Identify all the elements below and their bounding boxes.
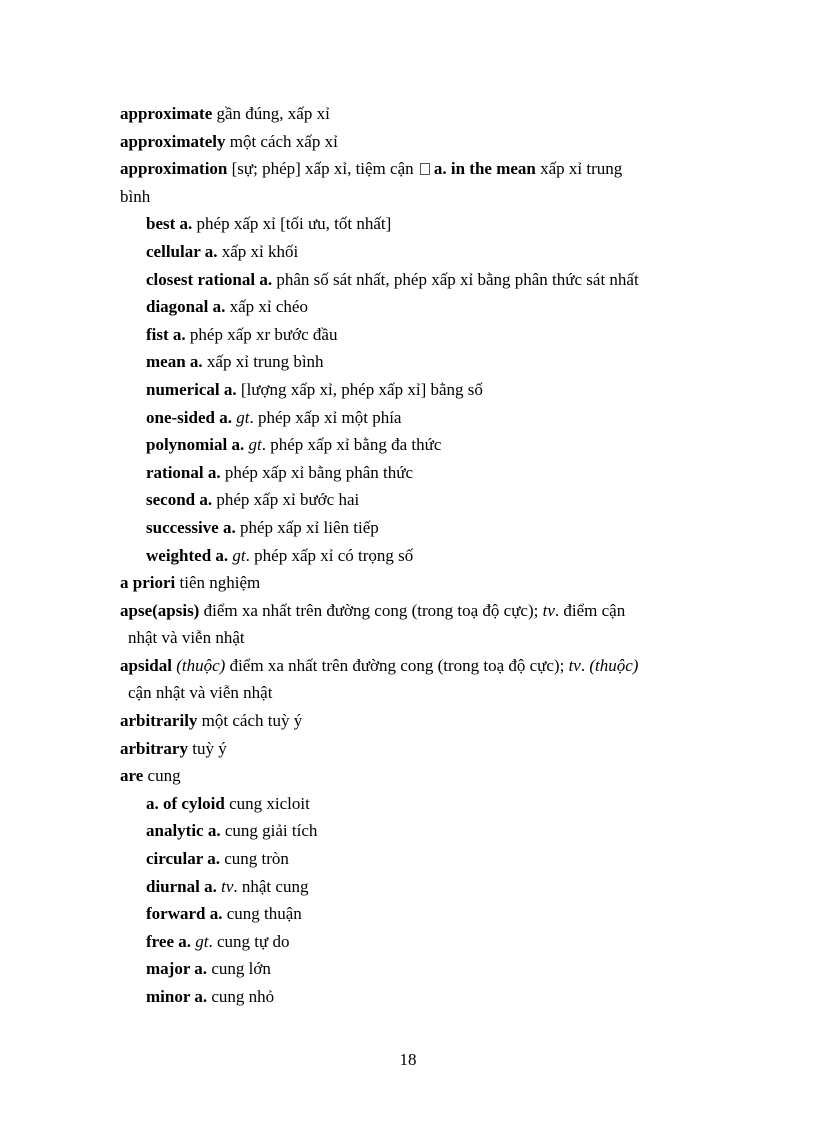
label-abbrev: tv	[568, 655, 581, 675]
definition-text: . phép xấp xỉ bằng đa thức	[261, 435, 442, 455]
definition-text: xấp xỉ chéo	[225, 297, 308, 317]
headword: successive a.	[146, 517, 236, 537]
definition-text: .	[580, 655, 590, 675]
headword: weighted a.	[146, 545, 229, 565]
definition-text: . điểm cận	[554, 600, 626, 620]
entry	[120, 735, 700, 763]
sub-entry	[120, 486, 700, 514]
definition-text: xấp xỉ trung bình	[202, 352, 324, 372]
sub-entry	[120, 293, 700, 321]
definition-text: . cung tự do	[208, 931, 290, 951]
headword: apse(apsis)	[120, 600, 200, 620]
headword: cellular a.	[146, 241, 218, 261]
headword: numerical a.	[146, 379, 237, 399]
headword: approximately	[120, 131, 226, 151]
definition-text: cung tròn	[219, 849, 289, 869]
page-number: 18	[399, 1050, 417, 1069]
entry-continuation	[120, 183, 700, 211]
entry	[120, 155, 700, 183]
definition-text: cung lớn	[207, 959, 271, 979]
headword: mean a.	[146, 352, 203, 372]
label-abbrev: tv	[221, 876, 234, 896]
label-abbrev: gt	[248, 435, 262, 455]
headword: fist a.	[146, 324, 186, 344]
definition-text: cung	[143, 766, 181, 786]
label-abbrev: gt	[236, 407, 250, 427]
headword: are	[120, 766, 144, 786]
definition-text: điểm xa nhất trên đường cong (trong toạ độ cực);	[225, 655, 569, 675]
sub-entry	[120, 817, 700, 845]
sub-entry	[120, 542, 700, 570]
sub-entry	[120, 983, 700, 1011]
headword: forward a.	[146, 904, 223, 924]
definition-text: nhật và viễn nhật	[128, 628, 245, 648]
sub-entry	[120, 928, 700, 956]
definition-text: phép xấp xỉ liên tiếp	[235, 517, 379, 537]
entry-continuation	[120, 624, 700, 652]
sub-entry	[120, 321, 700, 349]
definition-text: một cách tuỳ ý	[197, 711, 303, 731]
sub-entry	[120, 376, 700, 404]
entry	[120, 707, 700, 735]
headword: diurnal a.	[146, 876, 217, 896]
definition-text: bình	[120, 186, 151, 206]
label-abbrev: gt	[232, 545, 246, 565]
definition-text: . phép xấp xỉ một phía	[249, 407, 402, 427]
entry	[120, 597, 700, 625]
definition-text: tuỳ ý	[187, 738, 227, 758]
headword: circular a.	[146, 849, 220, 869]
entry	[120, 652, 700, 680]
definition-text: phân số sát nhất, phép xấp xỉ bằng phân thức sát nhất	[272, 269, 639, 289]
headword: arbitrary	[120, 738, 188, 758]
entry-list	[120, 100, 700, 1011]
definition-text: cung nhỏ	[207, 987, 275, 1006]
sub-entry	[120, 238, 700, 266]
headword: analytic a.	[146, 821, 221, 841]
definition-text: phép xấp xỉ bước hai	[212, 490, 360, 510]
label-abbrev: gt	[195, 931, 209, 951]
headword: a. of cyloid	[146, 793, 225, 813]
sub-entry	[120, 266, 700, 294]
headword: diagonal a.	[146, 297, 226, 317]
headword: second a.	[146, 490, 213, 510]
entry	[120, 762, 700, 790]
entry	[120, 100, 700, 128]
headword: apsidal	[120, 655, 172, 675]
definition-text: phép xấp xỉ [tối ưu, tốt nhất]	[192, 214, 392, 234]
headword: arbitrarily	[120, 711, 198, 731]
definition-text: gần đúng, xấp xỉ	[212, 104, 330, 123]
definition-text: một cách xấp xỉ	[225, 131, 338, 151]
sub-entry	[120, 790, 700, 818]
definition-text: [lượng xấp xỉ, phép xấp xỉ] bằng số	[236, 379, 483, 399]
sub-entry	[120, 404, 700, 432]
entry-continuation	[120, 679, 700, 707]
definition-text: xấp xỉ trung	[535, 159, 623, 179]
sub-entry	[120, 845, 700, 873]
definition-text: cung thuận	[222, 904, 302, 924]
headword: one-sided a.	[146, 407, 232, 427]
definition-text: phép xấp xr bước đầu	[185, 324, 338, 344]
headword: best a.	[146, 214, 193, 234]
sub-entry	[120, 431, 700, 459]
sub-entry	[120, 955, 700, 983]
entry	[120, 128, 700, 156]
entry	[120, 569, 700, 597]
headword: closest rational a.	[146, 269, 273, 289]
definition-text: điểm xa nhất trên đường cong (trong toạ độ cực);	[199, 600, 543, 620]
headword: rational a.	[146, 462, 221, 482]
definition-text: phép xấp xỉ bằng phân thức	[220, 462, 413, 482]
definition-text: xấp xỉ khối	[217, 241, 299, 261]
definition-text: cung giải tích	[220, 821, 318, 841]
definition-text: tiên nghiệm	[175, 573, 261, 593]
label-abbrev: (thuộc)	[589, 655, 639, 675]
headword: free a.	[146, 931, 191, 951]
sub-entry	[120, 348, 700, 376]
headword: a. in the mean	[433, 159, 536, 179]
headword: approximate	[120, 104, 213, 123]
headword: minor a.	[146, 987, 208, 1006]
label-abbrev: (thuộc)	[176, 655, 226, 675]
definition-text: cận nhật và viễn nhật	[128, 683, 273, 703]
definition-text: cung xicloit	[224, 793, 310, 813]
headword: approximation	[120, 159, 228, 179]
missing-glyph-icon	[420, 163, 430, 175]
definition-text: . phép xấp xỉ có trọng số	[245, 545, 414, 565]
label-abbrev: tv	[542, 600, 555, 620]
headword: polynomial a.	[146, 435, 245, 455]
headword: major a.	[146, 959, 208, 979]
definition-text: [sự; phép] xấp xỉ, tiệm cận	[227, 159, 418, 179]
sub-entry	[120, 514, 700, 542]
sub-entry	[120, 210, 700, 238]
definition-text: . nhật cung	[233, 876, 309, 896]
sub-entry	[120, 900, 700, 928]
sub-entry	[120, 459, 700, 487]
headword: a priori	[120, 573, 176, 593]
sub-entry	[120, 873, 700, 901]
